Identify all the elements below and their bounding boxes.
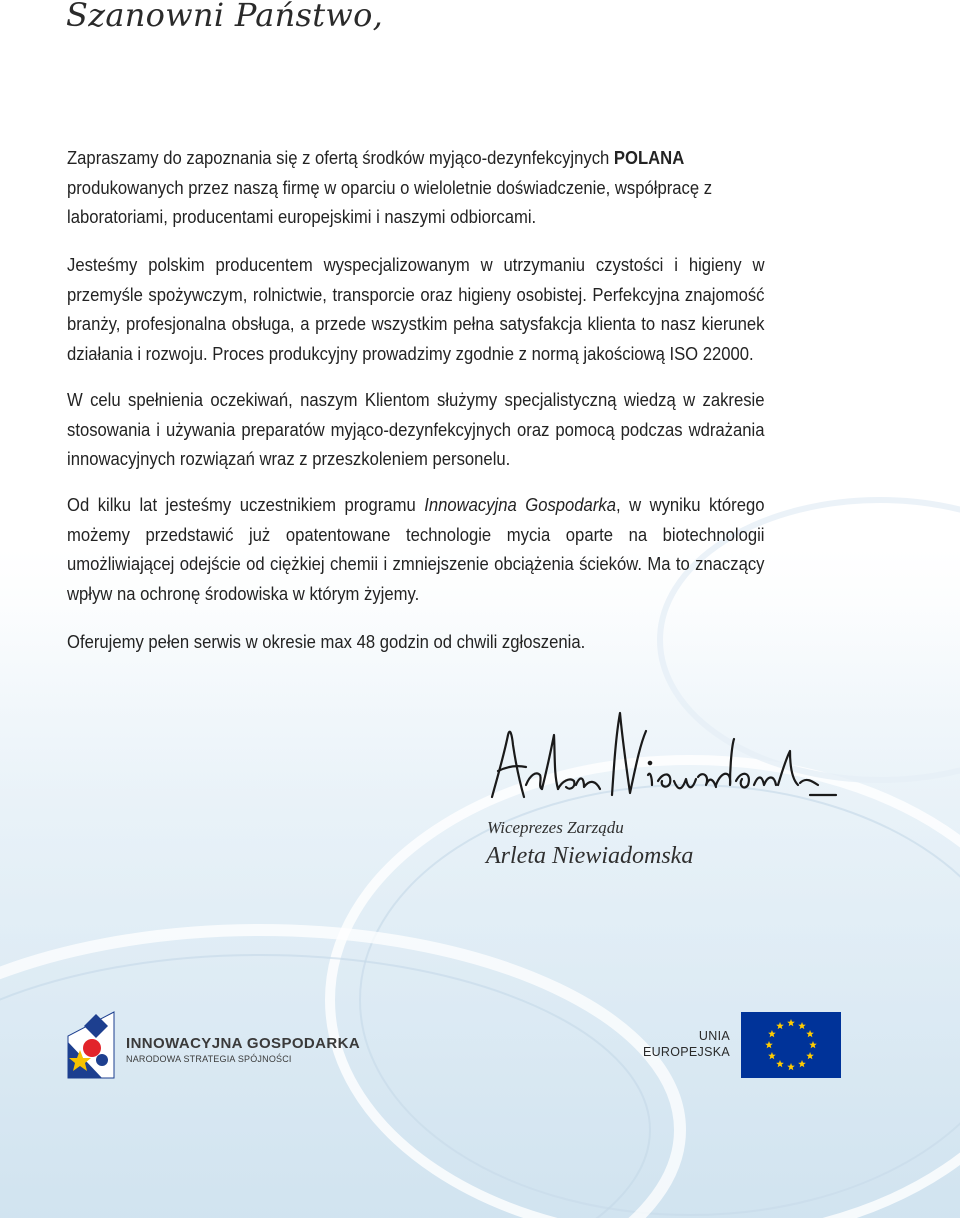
signatory-role: Wiceprezes Zarządu [487, 818, 624, 837]
program-text-end: , w wyniku którego możemy przedstawić już opatentowane technologie mycia oparte na biotechnologii umożliwiającej odejście od ciężkiej chemii i zmniejszenie obciążenia ścieków. Ma to znaczący wpływ na ochronę środowiska w którym żyjemy. [67, 494, 765, 604]
program-text-start: Od kilku lat jesteśmy uczestnikiem programu [67, 494, 425, 515]
intro-paragraph [67, 143, 765, 232]
innowacyjna-gospodarka-emblem [66, 1008, 116, 1083]
salutation: Szanowni Państwo, [66, 0, 384, 34]
program-name: Innowacyjna Gospodarka [424, 494, 616, 515]
eu-label [620, 1028, 730, 1060]
intro-text-end: produkowanych przez naszą firmę w oparciu o wieloletnie doświadczenie, współpracę z laboratoriami, producentami europejskimi i naszymi odbiorcami. [67, 176, 713, 227]
intro-text-start: Zapraszamy do zapoznania się z ofertą środków myjąco-dezynfekcyjnych [67, 147, 614, 168]
eu-label-line1: UNIA [698, 1029, 730, 1043]
company-text: Jesteśmy polskim producentem wyspecjalizowanym w utrzymaniu czystości i higieny w przemyśle spożywczym, rolnictwie, transporcie oraz higieny osobistej. Perfekcyjna znajomość branży, profesjonalna obsługa, a przede wszystkim pełna satysfakcja klienta to nasz kierunek działania i rozwoju. Proces produkcyjny prowadzimy zgodnie z normą jakościową ISO 22000. [67, 254, 765, 364]
eu-label-line2: EUROPEJSKA [642, 1045, 730, 1059]
expertise-text: W celu spełnienia oczekiwań, naszym Klientom służymy specjalistyczną wiedzą w zakresie stosowania i używania preparatów myjąco-dezynfekcyjnych oraz pomocą podczas wdrażania innowacyjnych rozwiązań wraz z przeszkoleniem personelu. [67, 389, 765, 469]
innowacyjna-gospodarka-logo [66, 1008, 386, 1083]
handwritten-signature [480, 705, 850, 815]
expertise-paragraph [67, 385, 765, 474]
signatory-name: Arleta Niewiadomska [486, 843, 694, 869]
innowacyjna-gospodarka-title: INNOWACYJNA GOSPODARKA [126, 1035, 361, 1052]
program-paragraph [67, 490, 765, 608]
innowacyjna-gospodarka-subtitle: NARODOWA STRATEGIA SPÓJNOŚCI [126, 1054, 292, 1064]
eu-flag-icon [741, 1012, 841, 1078]
service-paragraph [67, 627, 765, 657]
company-paragraph [67, 250, 765, 368]
service-text: Oferujemy pełen serwis w okresie max 48 godzin od chwili zgłoszenia. [67, 631, 586, 652]
brand-name: POLANA [613, 147, 685, 168]
